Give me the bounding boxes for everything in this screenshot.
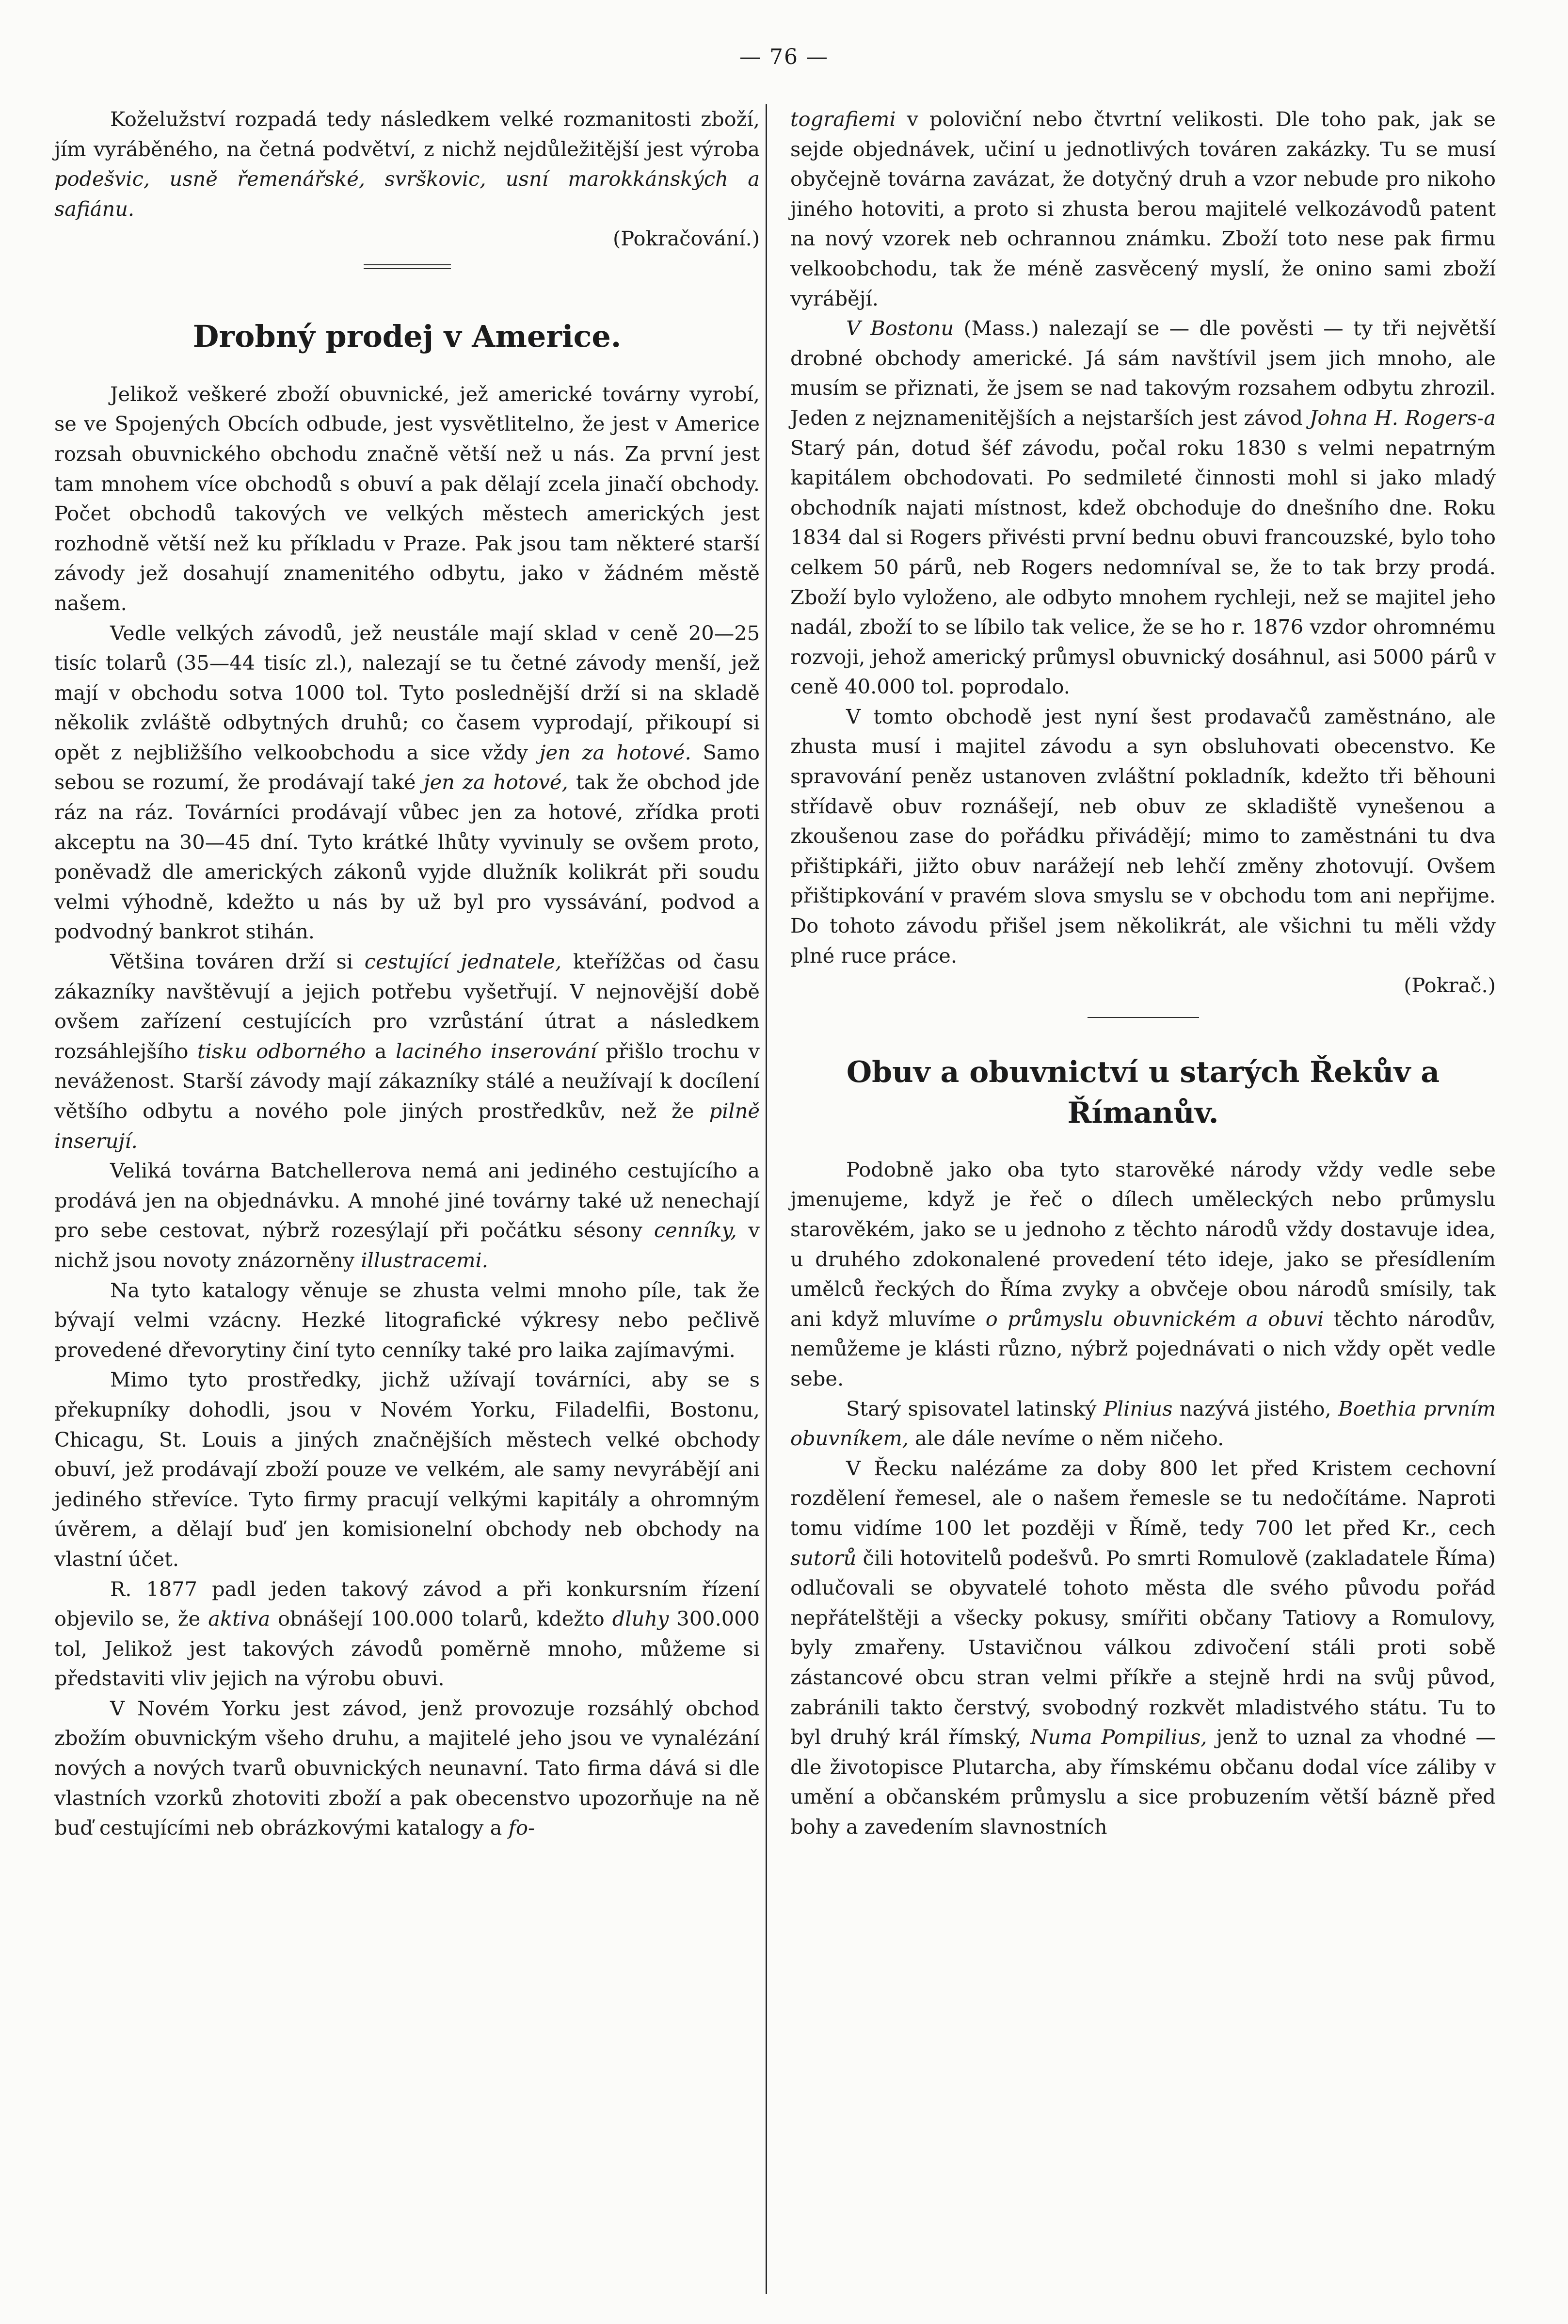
- paragraph: R. 1877 padl jeden takový závod a při konkursním řízení objevilo se, že aktiva obnášejí 100.000 tolarů, kdežto dluhy 300.000 tol, Jelikož jest takových závodů poměrně mnoho, můžeme si představiti vliv jejich na výrobu obuvi.: [54, 1577, 760, 1691]
- paragraph: Mimo tyto prostředky, jichž užívají továrníci, aby se s překupníky dohodli, jsou v Novém Yorku, Filadelfii, Bostonu, Chicagu, St. Louis a jiných značnějších městech velké obchody obuví, jež prodávají zboží pouze ve velkém, ale samy nevyrábějí ani jediného střevíce. Tyto firmy pracují velkými kapitály a ohromným úvěrem, a dělají buď jen komisionelní obchody neb obchody na vlastní účet.: [54, 1368, 760, 1571]
- paragraph: Vedle velkých závodů, jež neustále mají sklad v ceně 20—25 tisíc tolarů (35—44 tisíc zl.), nalezají se tu četné závody menší, jež mají v obchodu sotva 1000 tol. Tyto poslednější drží si na skladě několik zvláště odbytných druhů; co časem vyprodají, přikoupí si opět z nejbližšího velkoobchodu a sice vždy jen za hotové. Samo sebou se rozumí, že prodávají také jen za hotové, tak že obchod jde ráz na ráz. Továrníci prodávají vůbec jen za hotové, zřídka proti akceptu na 30—45 dní. Tyto krátké lhůty vyvinuly se ovšem proto, poněvadž dle amerických zákonů vyjde dlužník kolikrát při soudu velmi výhodně, kdežto u nás by už byl pro vyssávání, podvod a podvodný bankrot stihán.: [54, 621, 760, 944]
- paragraph: Veliká továrna Batchellerova nemá ani jediného cestujícího a prodává jen na objednávku. A mnohé jiné továrny také už nenechají pro sebe cestovat, nýbrž rozesýlají při počátku sésony cenníky, v nichž jsou novoty znázorněny illustracemi.: [54, 1159, 760, 1272]
- paragraph: Na tyto katalogy věnuje se zhusta velmi mnoho píle, tak že bývají velmi vzácny. Hezké litografické výkresy nebo pečlivě provedené dřevorytiny činí tyto cenníky také pro laika zajímavými.: [54, 1278, 760, 1362]
- paragraph: V Řecku nalézáme za doby 800 let před Kristem cechovní rozdělení řemesel, ale o našem řemesle se tu nedočítáme. Naproti tomu vidíme 100 let později v Římě, tedy 700 let před Kr., cech sutorů čili hotovitelů podešvů. Po smrti Romulově (zakladatele Říma) odlučovali se obyvatelé tohoto města dle svého původu pořád nepřátelštěji a všecky pokusy, smířiti občany Tatiovy a Romulovy, byly zmařeny. Ustavičnou válkou zdivočení stáli proti sobě zástancové obcu stran velmi příkře a stejně hrdi na svůj původ, zabránili takto čerstvý, svobodný rozkvět mladistvého státu. Tu to byl druhý král římský, Numa Pompilius, jenž to uznal za vhodné — dle životopisce Plutarcha, aby římskému občanu dodal více záliby v umění a občanském průmyslu a sice probuzením větší bázně před bohy a zavedením slavnostních: [790, 1456, 1496, 1839]
- right-column: [790, 104, 1496, 1841]
- article-title: Obuv a obuvnictví u starých Řekův a Římanův.: [846, 1055, 1440, 1130]
- section-divider: [1088, 1017, 1199, 1018]
- continuation-note: (Pokračování.): [613, 226, 760, 251]
- paragraph: Většina továren drží si cestující jednatele, kteřížčas od času zákazníky navštěvují a jejich potřebu vyšetřují. V nejnovější době ovšem zařízení cestujících pro vzrůstání útrat a následkem rozsáhlejšího tisku odborného a laciného inserování přišlo trochu v neváženost. Starší závody mají zákazníky stálé a neužívají k docílení většího odbytu a nového pole jiných prostředkův, než že pilně inserují.: [54, 950, 760, 1153]
- column-divider: [766, 104, 767, 2294]
- paragraph: V Bostonu (Mass.) nalezají se — dle pověsti — ty tři největší drobné obchody americké. Já sám navštívil jsem jich mnoho, ale musím se přiznati, že jsem se nad takovým rozsahem odbytu zhrozil. Jeden z nejznamenitějších a nejstarších jest závod Johna H. Rogers-a Starý pán, dotud šéf závodu, počal roku 1830 s velmi nepatrným kapitálem obchodovati. Po sedmileté činnosti mohl si jako mladý obchodník najati místnost, kdež obchoduje do dnešního dne. Roku 1834 dal si Rogers přivésti první bednu obuvi francouzské, bylo toho celkem 50 párů, neb Rogers nedomníval se, že to tak brzy prodá. Zboží bylo vyloženo, ale odbyto mnohem rychleji, než se majitel jeho nadál, zboží to se líbilo tak velice, že se ho r. 1876 vzdor ohromnému rozvoji, jehož americký průmysl obuvnický dosáhnul, asi 5000 párů v ceně 40.000 tol. poprodalo.: [790, 316, 1496, 699]
- page-number: — 76 —: [739, 45, 829, 69]
- left-column: [54, 104, 760, 1843]
- paragraph-tanning: Koželužství rozpadá tedy následkem velké rozmanitosti zboží, jím vyráběného, na četná podvětví, z nichž nejdůležitější jest výroba podešvic, usně řemenářské, svrškovic, usní marokkánských a safiánu.: [54, 107, 760, 221]
- paragraph: tografiemi v poloviční nebo čtvrtní velikosti. Dle toho pak, jak se sejde objednávek, učiní u jednotlivých továren zakázky. Tu se musí obyčejně továrna zavázat, že dotyčný druh a vzor nebude pro nikoho jiného hotoviti, a proto si zhusta berou majitelé velkozávodů patent na nový vzorek neb ochrannou známku. Zboží toto nese pak firmu velkoobchodu, tak že méně zasvěcený myslí, že onino sami zboží vyrábějí.: [790, 107, 1496, 310]
- paragraph: Jelikož veškeré zboží obuvnické, jež americké továrny vyrobí, se ve Spojených Obcích odbude, jest vysvětlitelno, že jest v Americe rozsah obuvnického obchodu značně větší než u nás. Za první jest tam mnohem více obchodů s obuví a pak dělají zcela jinačí obchody. Počet obchodů takových ve velkých městech amerických jest rozhodně větší než ku příkladu v Praze. Pak jsou tam některé starší závody jež dosahují znamenitého odbytu, jako v žádném městě našem.: [54, 382, 760, 615]
- continuation-note: (Pokrač.): [1404, 973, 1496, 998]
- paragraph: V tomto obchodě jest nyní šest prodavačů zaměstnáno, ale zhusta musí i majitel závodu a syn obsluhovati obecenstvo. Ke spravování peněz ustanoven zvláštní pokladník, kdežto tři běhouni střídavě obuv roznášejí, neb obuv ze skladiště vynešenou a zkoušenou zase do pořádku přivádějí; mimo to zaměstnáni tu dva přištipkáři, jižto obuv narážejí neb lehčí změny zhotovují. Ovšem přištipkování v pravém slova smyslu se v obchodu tom ani nepřijme. Do tohoto závodu přišel jsem několikrát, ale všichni tu měli vždy plné ruce práce.: [790, 704, 1496, 968]
- paragraph: Podobně jako oba tyto starověké národy vždy vedle sebe jmenujeme, když je řeč o dílech uměleckých nebo průmyslu starověkém, jako se u jednoho z těchto národů vždy dostavuje idea, u druhého zdokonalené provedení této ideje, jako se přesídlením umělců řeckých do Říma zvyky a obvčeje obou národů smísily, tak ani když mluvíme o průmyslu obuvnickém a obuvi těchto národův, nemůžeme je klásti různo, nýbrž pojednávati o nich vždy opět vedle sebe.: [790, 1157, 1496, 1390]
- section-divider: [364, 264, 451, 269]
- article-title: Drobný prodej v Americe.: [192, 318, 622, 354]
- paragraph: V Novém Yorku jest závod, jenž provozuje rozsáhlý obchod zbožím obuvnickým všeho druhu, a majitelé jeho jsou ve vynalézání nových a nových tvarů obuvnických neunavní. Tato firma dává si dle vlastních vzorků zhotoviti zboží a pak obecenstvo upozorňuje na ně buď cestujícími neb obrázkovými katalogy a fo-: [54, 1696, 760, 1840]
- paragraph: Starý spisovatel latinský Plinius nazývá jistého, Boethia prvním obuvníkem, ale dále nevíme o něm ničeho.: [790, 1396, 1496, 1451]
